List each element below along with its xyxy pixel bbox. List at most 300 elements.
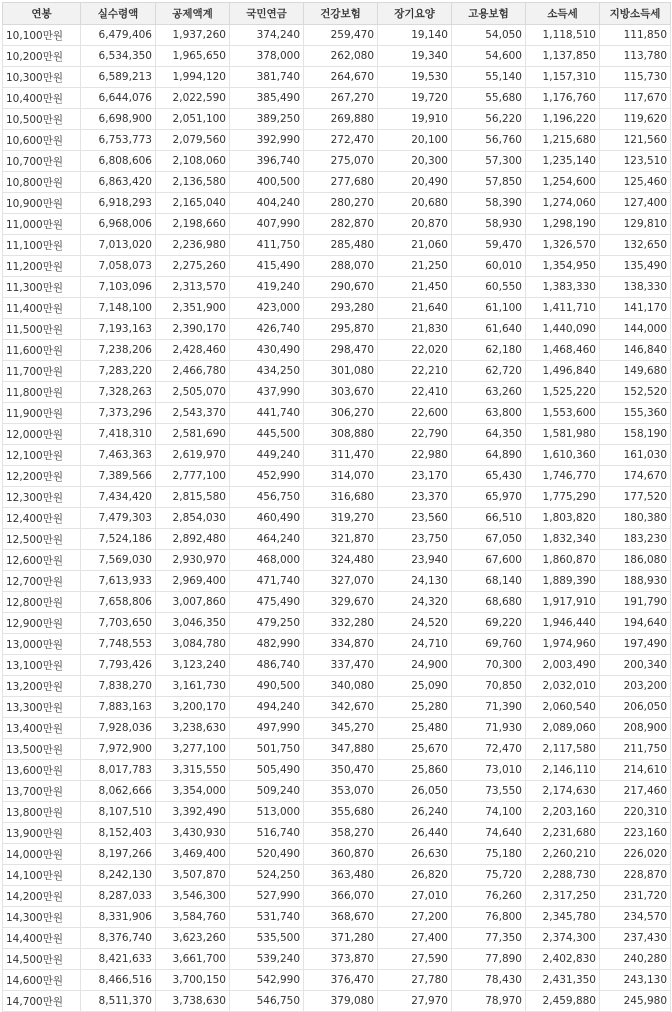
cell-total-deduction: 1,994,120	[156, 67, 230, 88]
table-row	[3, 277, 671, 298]
cell-health-insurance: 327,070	[304, 571, 378, 592]
cell-employment-insurance: 57,850	[452, 172, 526, 193]
cell-long-term-care: 21,450	[378, 277, 452, 298]
cell-national-pension: 389,250	[230, 109, 304, 130]
cell-total-deduction: 2,930,970	[156, 550, 230, 571]
cell-long-term-care: 25,480	[378, 718, 452, 739]
cell-total-deduction: 3,084,780	[156, 634, 230, 655]
cell-long-term-care: 23,170	[378, 466, 452, 487]
cell-health-insurance: 321,870	[304, 529, 378, 550]
cell-national-pension: 464,240	[230, 529, 304, 550]
cell-income-tax: 1,235,140	[526, 151, 600, 172]
cell-employment-insurance: 67,050	[452, 529, 526, 550]
cell-salary: 12,100만원	[3, 445, 81, 466]
salary-table	[2, 2, 671, 1012]
cell-net-pay: 8,421,633	[81, 949, 156, 970]
cell-national-pension: 423,000	[230, 298, 304, 319]
cell-local-income-tax: 220,310	[600, 802, 671, 823]
cell-national-pension: 415,490	[230, 256, 304, 277]
cell-national-pension: 527,990	[230, 886, 304, 907]
cell-local-income-tax: 183,230	[600, 529, 671, 550]
table-row	[3, 802, 671, 823]
cell-total-deduction: 2,815,580	[156, 487, 230, 508]
cell-local-income-tax: 115,730	[600, 67, 671, 88]
cell-long-term-care: 25,090	[378, 676, 452, 697]
cell-long-term-care: 22,210	[378, 361, 452, 382]
cell-net-pay: 8,511,370	[81, 991, 156, 1012]
table-row	[3, 970, 671, 991]
cell-salary: 14,600만원	[3, 970, 81, 991]
cell-national-pension: 456,750	[230, 487, 304, 508]
cell-income-tax: 2,089,060	[526, 718, 600, 739]
cell-salary: 12,300만원	[3, 487, 81, 508]
cell-employment-insurance: 71,390	[452, 697, 526, 718]
cell-health-insurance: 288,070	[304, 256, 378, 277]
cell-long-term-care: 21,640	[378, 298, 452, 319]
cell-income-tax: 1,803,820	[526, 508, 600, 529]
cell-total-deduction: 2,165,040	[156, 193, 230, 214]
cell-salary: 14,300만원	[3, 907, 81, 928]
cell-long-term-care: 27,590	[378, 949, 452, 970]
cell-total-deduction: 2,136,580	[156, 172, 230, 193]
cell-national-pension: 486,740	[230, 655, 304, 676]
cell-income-tax: 1,215,680	[526, 130, 600, 151]
cell-long-term-care: 20,680	[378, 193, 452, 214]
cell-national-pension: 441,740	[230, 403, 304, 424]
cell-salary: 12,500만원	[3, 529, 81, 550]
cell-local-income-tax: 208,900	[600, 718, 671, 739]
cell-income-tax: 1,196,220	[526, 109, 600, 130]
cell-salary: 14,500만원	[3, 949, 81, 970]
cell-national-pension: 531,740	[230, 907, 304, 928]
cell-local-income-tax: 161,030	[600, 445, 671, 466]
cell-employment-insurance: 68,680	[452, 592, 526, 613]
cell-health-insurance: 347,880	[304, 739, 378, 760]
column-header-national-pension: 국민연금	[230, 3, 304, 25]
cell-local-income-tax: 121,560	[600, 130, 671, 151]
cell-income-tax: 1,946,440	[526, 613, 600, 634]
cell-net-pay: 7,613,933	[81, 571, 156, 592]
cell-net-pay: 7,658,806	[81, 592, 156, 613]
cell-employment-insurance: 70,300	[452, 655, 526, 676]
cell-local-income-tax: 214,610	[600, 760, 671, 781]
cell-health-insurance: 267,270	[304, 88, 378, 109]
cell-national-pension: 392,990	[230, 130, 304, 151]
cell-national-pension: 374,240	[230, 25, 304, 46]
cell-income-tax: 2,260,210	[526, 844, 600, 865]
cell-health-insurance: 366,070	[304, 886, 378, 907]
cell-employment-insurance: 71,930	[452, 718, 526, 739]
table-body	[3, 25, 671, 1012]
cell-health-insurance: 298,470	[304, 340, 378, 361]
cell-health-insurance: 264,670	[304, 67, 378, 88]
cell-local-income-tax: 125,460	[600, 172, 671, 193]
cell-health-insurance: 342,670	[304, 697, 378, 718]
cell-national-pension: 407,990	[230, 214, 304, 235]
cell-salary: 13,800만원	[3, 802, 81, 823]
cell-long-term-care: 21,060	[378, 235, 452, 256]
cell-total-deduction: 3,200,170	[156, 697, 230, 718]
cell-employment-insurance: 66,510	[452, 508, 526, 529]
table-row	[3, 46, 671, 67]
cell-total-deduction: 3,661,700	[156, 949, 230, 970]
cell-local-income-tax: 111,850	[600, 25, 671, 46]
cell-total-deduction: 2,108,060	[156, 151, 230, 172]
cell-net-pay: 7,418,310	[81, 424, 156, 445]
cell-long-term-care: 26,240	[378, 802, 452, 823]
cell-income-tax: 2,231,680	[526, 823, 600, 844]
cell-net-pay: 7,058,073	[81, 256, 156, 277]
cell-income-tax: 1,610,360	[526, 445, 600, 466]
cell-long-term-care: 22,790	[378, 424, 452, 445]
column-header-health-insurance: 건강보험	[304, 3, 378, 25]
cell-long-term-care: 20,870	[378, 214, 452, 235]
cell-employment-insurance: 72,470	[452, 739, 526, 760]
cell-national-pension: 419,240	[230, 277, 304, 298]
cell-net-pay: 7,283,220	[81, 361, 156, 382]
cell-total-deduction: 2,022,590	[156, 88, 230, 109]
cell-employment-insurance: 77,350	[452, 928, 526, 949]
cell-long-term-care: 20,490	[378, 172, 452, 193]
cell-salary: 11,700만원	[3, 361, 81, 382]
cell-salary: 14,100만원	[3, 865, 81, 886]
cell-salary: 10,600만원	[3, 130, 81, 151]
cell-long-term-care: 25,860	[378, 760, 452, 781]
cell-total-deduction: 3,161,730	[156, 676, 230, 697]
cell-long-term-care: 24,900	[378, 655, 452, 676]
cell-total-deduction: 2,428,460	[156, 340, 230, 361]
cell-local-income-tax: 123,510	[600, 151, 671, 172]
cell-national-pension: 520,490	[230, 844, 304, 865]
cell-income-tax: 1,974,960	[526, 634, 600, 655]
cell-employment-insurance: 69,760	[452, 634, 526, 655]
cell-health-insurance: 301,080	[304, 361, 378, 382]
cell-net-pay: 8,062,666	[81, 781, 156, 802]
table-row	[3, 382, 671, 403]
cell-local-income-tax: 135,490	[600, 256, 671, 277]
cell-income-tax: 1,553,600	[526, 403, 600, 424]
cell-salary: 11,200만원	[3, 256, 81, 277]
cell-net-pay: 6,479,406	[81, 25, 156, 46]
cell-national-pension: 546,750	[230, 991, 304, 1012]
cell-local-income-tax: 188,930	[600, 571, 671, 592]
cell-salary: 12,800만원	[3, 592, 81, 613]
cell-local-income-tax: 200,340	[600, 655, 671, 676]
cell-total-deduction: 3,007,860	[156, 592, 230, 613]
cell-long-term-care: 27,200	[378, 907, 452, 928]
cell-long-term-care: 19,340	[378, 46, 452, 67]
cell-health-insurance: 259,470	[304, 25, 378, 46]
table-row	[3, 697, 671, 718]
table-row	[3, 613, 671, 634]
cell-income-tax: 2,459,880	[526, 991, 600, 1012]
cell-income-tax: 1,411,710	[526, 298, 600, 319]
cell-income-tax: 2,003,490	[526, 655, 600, 676]
cell-employment-insurance: 54,600	[452, 46, 526, 67]
cell-long-term-care: 27,400	[378, 928, 452, 949]
cell-employment-insurance: 70,850	[452, 676, 526, 697]
cell-employment-insurance: 55,140	[452, 67, 526, 88]
cell-national-pension: 539,240	[230, 949, 304, 970]
cell-long-term-care: 23,750	[378, 529, 452, 550]
cell-national-pension: 501,750	[230, 739, 304, 760]
table-row	[3, 571, 671, 592]
cell-total-deduction: 2,390,170	[156, 319, 230, 340]
cell-income-tax: 1,118,510	[526, 25, 600, 46]
cell-long-term-care: 23,940	[378, 550, 452, 571]
header-row	[3, 3, 671, 25]
cell-net-pay: 8,017,783	[81, 760, 156, 781]
cell-income-tax: 1,157,310	[526, 67, 600, 88]
cell-salary: 13,300만원	[3, 697, 81, 718]
cell-employment-insurance: 74,100	[452, 802, 526, 823]
cell-local-income-tax: 194,640	[600, 613, 671, 634]
cell-local-income-tax: 240,280	[600, 949, 671, 970]
cell-employment-insurance: 60,010	[452, 256, 526, 277]
table-row	[3, 361, 671, 382]
cell-long-term-care: 26,050	[378, 781, 452, 802]
cell-local-income-tax: 119,620	[600, 109, 671, 130]
cell-local-income-tax: 226,020	[600, 844, 671, 865]
cell-employment-insurance: 63,260	[452, 382, 526, 403]
cell-salary: 12,000만원	[3, 424, 81, 445]
cell-local-income-tax: 174,670	[600, 466, 671, 487]
cell-health-insurance: 285,480	[304, 235, 378, 256]
cell-total-deduction: 3,392,490	[156, 802, 230, 823]
table-row	[3, 67, 671, 88]
cell-income-tax: 1,354,950	[526, 256, 600, 277]
cell-health-insurance: 350,470	[304, 760, 378, 781]
cell-salary: 14,200만원	[3, 886, 81, 907]
cell-income-tax: 2,032,010	[526, 676, 600, 697]
cell-total-deduction: 1,965,650	[156, 46, 230, 67]
cell-local-income-tax: 217,460	[600, 781, 671, 802]
cell-health-insurance: 293,280	[304, 298, 378, 319]
cell-health-insurance: 345,270	[304, 718, 378, 739]
cell-net-pay: 7,389,566	[81, 466, 156, 487]
cell-national-pension: 516,740	[230, 823, 304, 844]
cell-salary: 13,000만원	[3, 634, 81, 655]
cell-long-term-care: 19,530	[378, 67, 452, 88]
cell-national-pension: 535,500	[230, 928, 304, 949]
cell-national-pension: 494,240	[230, 697, 304, 718]
table-row	[3, 823, 671, 844]
cell-long-term-care: 24,130	[378, 571, 452, 592]
cell-income-tax: 1,176,760	[526, 88, 600, 109]
cell-health-insurance: 295,870	[304, 319, 378, 340]
cell-national-pension: 471,740	[230, 571, 304, 592]
cell-employment-insurance: 65,430	[452, 466, 526, 487]
cell-local-income-tax: 138,330	[600, 277, 671, 298]
cell-national-pension: 468,000	[230, 550, 304, 571]
cell-salary: 11,300만원	[3, 277, 81, 298]
cell-employment-insurance: 78,430	[452, 970, 526, 991]
cell-income-tax: 1,775,290	[526, 487, 600, 508]
cell-income-tax: 2,117,580	[526, 739, 600, 760]
cell-long-term-care: 19,140	[378, 25, 452, 46]
cell-salary: 13,700만원	[3, 781, 81, 802]
table-row	[3, 886, 671, 907]
cell-income-tax: 1,525,220	[526, 382, 600, 403]
cell-salary: 14,000만원	[3, 844, 81, 865]
cell-income-tax: 2,060,540	[526, 697, 600, 718]
cell-total-deduction: 2,051,100	[156, 109, 230, 130]
cell-long-term-care: 22,020	[378, 340, 452, 361]
cell-employment-insurance: 67,600	[452, 550, 526, 571]
cell-health-insurance: 280,270	[304, 193, 378, 214]
cell-health-insurance: 376,470	[304, 970, 378, 991]
cell-total-deduction: 3,546,300	[156, 886, 230, 907]
cell-total-deduction: 2,351,900	[156, 298, 230, 319]
cell-total-deduction: 3,738,630	[156, 991, 230, 1012]
table-row	[3, 151, 671, 172]
cell-salary: 10,500만원	[3, 109, 81, 130]
column-header-income-tax: 소득세	[526, 3, 600, 25]
cell-income-tax: 2,374,300	[526, 928, 600, 949]
cell-local-income-tax: 141,170	[600, 298, 671, 319]
column-header-salary: 연봉	[3, 3, 81, 25]
cell-health-insurance: 332,280	[304, 613, 378, 634]
cell-total-deduction: 3,123,240	[156, 655, 230, 676]
cell-health-insurance: 368,670	[304, 907, 378, 928]
cell-local-income-tax: 113,780	[600, 46, 671, 67]
cell-health-insurance: 337,470	[304, 655, 378, 676]
cell-total-deduction: 2,892,480	[156, 529, 230, 550]
cell-net-pay: 8,152,403	[81, 823, 156, 844]
cell-long-term-care: 19,910	[378, 109, 452, 130]
cell-employment-insurance: 60,550	[452, 277, 526, 298]
cell-income-tax: 2,203,160	[526, 802, 600, 823]
cell-local-income-tax: 237,430	[600, 928, 671, 949]
cell-long-term-care: 23,560	[378, 508, 452, 529]
cell-employment-insurance: 64,890	[452, 445, 526, 466]
cell-national-pension: 479,250	[230, 613, 304, 634]
table-row	[3, 676, 671, 697]
cell-long-term-care: 27,970	[378, 991, 452, 1012]
table-row	[3, 466, 671, 487]
table-row	[3, 298, 671, 319]
cell-long-term-care: 20,300	[378, 151, 452, 172]
table-row	[3, 403, 671, 424]
cell-health-insurance: 340,080	[304, 676, 378, 697]
cell-total-deduction: 1,937,260	[156, 25, 230, 46]
cell-salary: 10,400만원	[3, 88, 81, 109]
cell-national-pension: 404,240	[230, 193, 304, 214]
cell-local-income-tax: 152,520	[600, 382, 671, 403]
cell-total-deduction: 3,623,260	[156, 928, 230, 949]
cell-national-pension: 505,490	[230, 760, 304, 781]
cell-national-pension: 426,740	[230, 319, 304, 340]
cell-local-income-tax: 117,670	[600, 88, 671, 109]
cell-national-pension: 475,490	[230, 592, 304, 613]
cell-total-deduction: 2,581,690	[156, 424, 230, 445]
cell-net-pay: 6,968,006	[81, 214, 156, 235]
cell-employment-insurance: 63,800	[452, 403, 526, 424]
cell-employment-insurance: 74,640	[452, 823, 526, 844]
cell-long-term-care: 23,370	[378, 487, 452, 508]
cell-salary: 10,900만원	[3, 193, 81, 214]
cell-local-income-tax: 158,190	[600, 424, 671, 445]
cell-income-tax: 1,254,600	[526, 172, 600, 193]
cell-total-deduction: 3,354,000	[156, 781, 230, 802]
cell-local-income-tax: 127,400	[600, 193, 671, 214]
cell-total-deduction: 3,046,350	[156, 613, 230, 634]
cell-employment-insurance: 75,720	[452, 865, 526, 886]
cell-national-pension: 452,990	[230, 466, 304, 487]
cell-net-pay: 6,589,213	[81, 67, 156, 88]
cell-employment-insurance: 57,300	[452, 151, 526, 172]
cell-income-tax: 1,889,390	[526, 571, 600, 592]
cell-income-tax: 1,746,770	[526, 466, 600, 487]
cell-health-insurance: 379,080	[304, 991, 378, 1012]
cell-national-pension: 430,490	[230, 340, 304, 361]
cell-salary: 11,600만원	[3, 340, 81, 361]
cell-local-income-tax: 146,840	[600, 340, 671, 361]
cell-health-insurance: 308,880	[304, 424, 378, 445]
cell-long-term-care: 25,670	[378, 739, 452, 760]
table-row	[3, 718, 671, 739]
cell-national-pension: 513,000	[230, 802, 304, 823]
cell-net-pay: 7,103,096	[81, 277, 156, 298]
cell-health-insurance: 311,470	[304, 445, 378, 466]
cell-health-insurance: 275,070	[304, 151, 378, 172]
cell-salary: 11,000만원	[3, 214, 81, 235]
cell-local-income-tax: 149,680	[600, 361, 671, 382]
column-header-long-term-care: 장기요양	[378, 3, 452, 25]
cell-health-insurance: 324,480	[304, 550, 378, 571]
table-row	[3, 550, 671, 571]
cell-health-insurance: 334,870	[304, 634, 378, 655]
cell-long-term-care: 21,250	[378, 256, 452, 277]
cell-employment-insurance: 78,970	[452, 991, 526, 1012]
cell-employment-insurance: 54,050	[452, 25, 526, 46]
cell-local-income-tax: 245,980	[600, 991, 671, 1012]
cell-salary: 10,200만원	[3, 46, 81, 67]
table-row	[3, 445, 671, 466]
table-row	[3, 508, 671, 529]
cell-salary: 12,200만원	[3, 466, 81, 487]
cell-health-insurance: 272,470	[304, 130, 378, 151]
cell-employment-insurance: 62,180	[452, 340, 526, 361]
cell-employment-insurance: 59,470	[452, 235, 526, 256]
cell-income-tax: 2,431,350	[526, 970, 600, 991]
cell-long-term-care: 22,410	[378, 382, 452, 403]
cell-salary: 10,100만원	[3, 25, 81, 46]
cell-long-term-care: 27,780	[378, 970, 452, 991]
cell-net-pay: 8,376,740	[81, 928, 156, 949]
table-row	[3, 634, 671, 655]
cell-net-pay: 7,524,186	[81, 529, 156, 550]
column-header-local-income-tax: 지방소득세	[600, 3, 671, 25]
cell-net-pay: 7,434,420	[81, 487, 156, 508]
cell-national-pension: 378,000	[230, 46, 304, 67]
cell-health-insurance: 373,870	[304, 949, 378, 970]
cell-net-pay: 7,838,270	[81, 676, 156, 697]
cell-employment-insurance: 58,390	[452, 193, 526, 214]
column-header-total-deduction: 공제액계	[156, 3, 230, 25]
cell-employment-insurance: 75,180	[452, 844, 526, 865]
table-row	[3, 340, 671, 361]
cell-health-insurance: 282,870	[304, 214, 378, 235]
cell-employment-insurance: 73,010	[452, 760, 526, 781]
cell-income-tax: 1,496,840	[526, 361, 600, 382]
cell-employment-insurance: 56,220	[452, 109, 526, 130]
cell-national-pension: 490,500	[230, 676, 304, 697]
cell-income-tax: 1,917,910	[526, 592, 600, 613]
cell-national-pension: 434,250	[230, 361, 304, 382]
cell-employment-insurance: 76,800	[452, 907, 526, 928]
cell-local-income-tax: 211,750	[600, 739, 671, 760]
